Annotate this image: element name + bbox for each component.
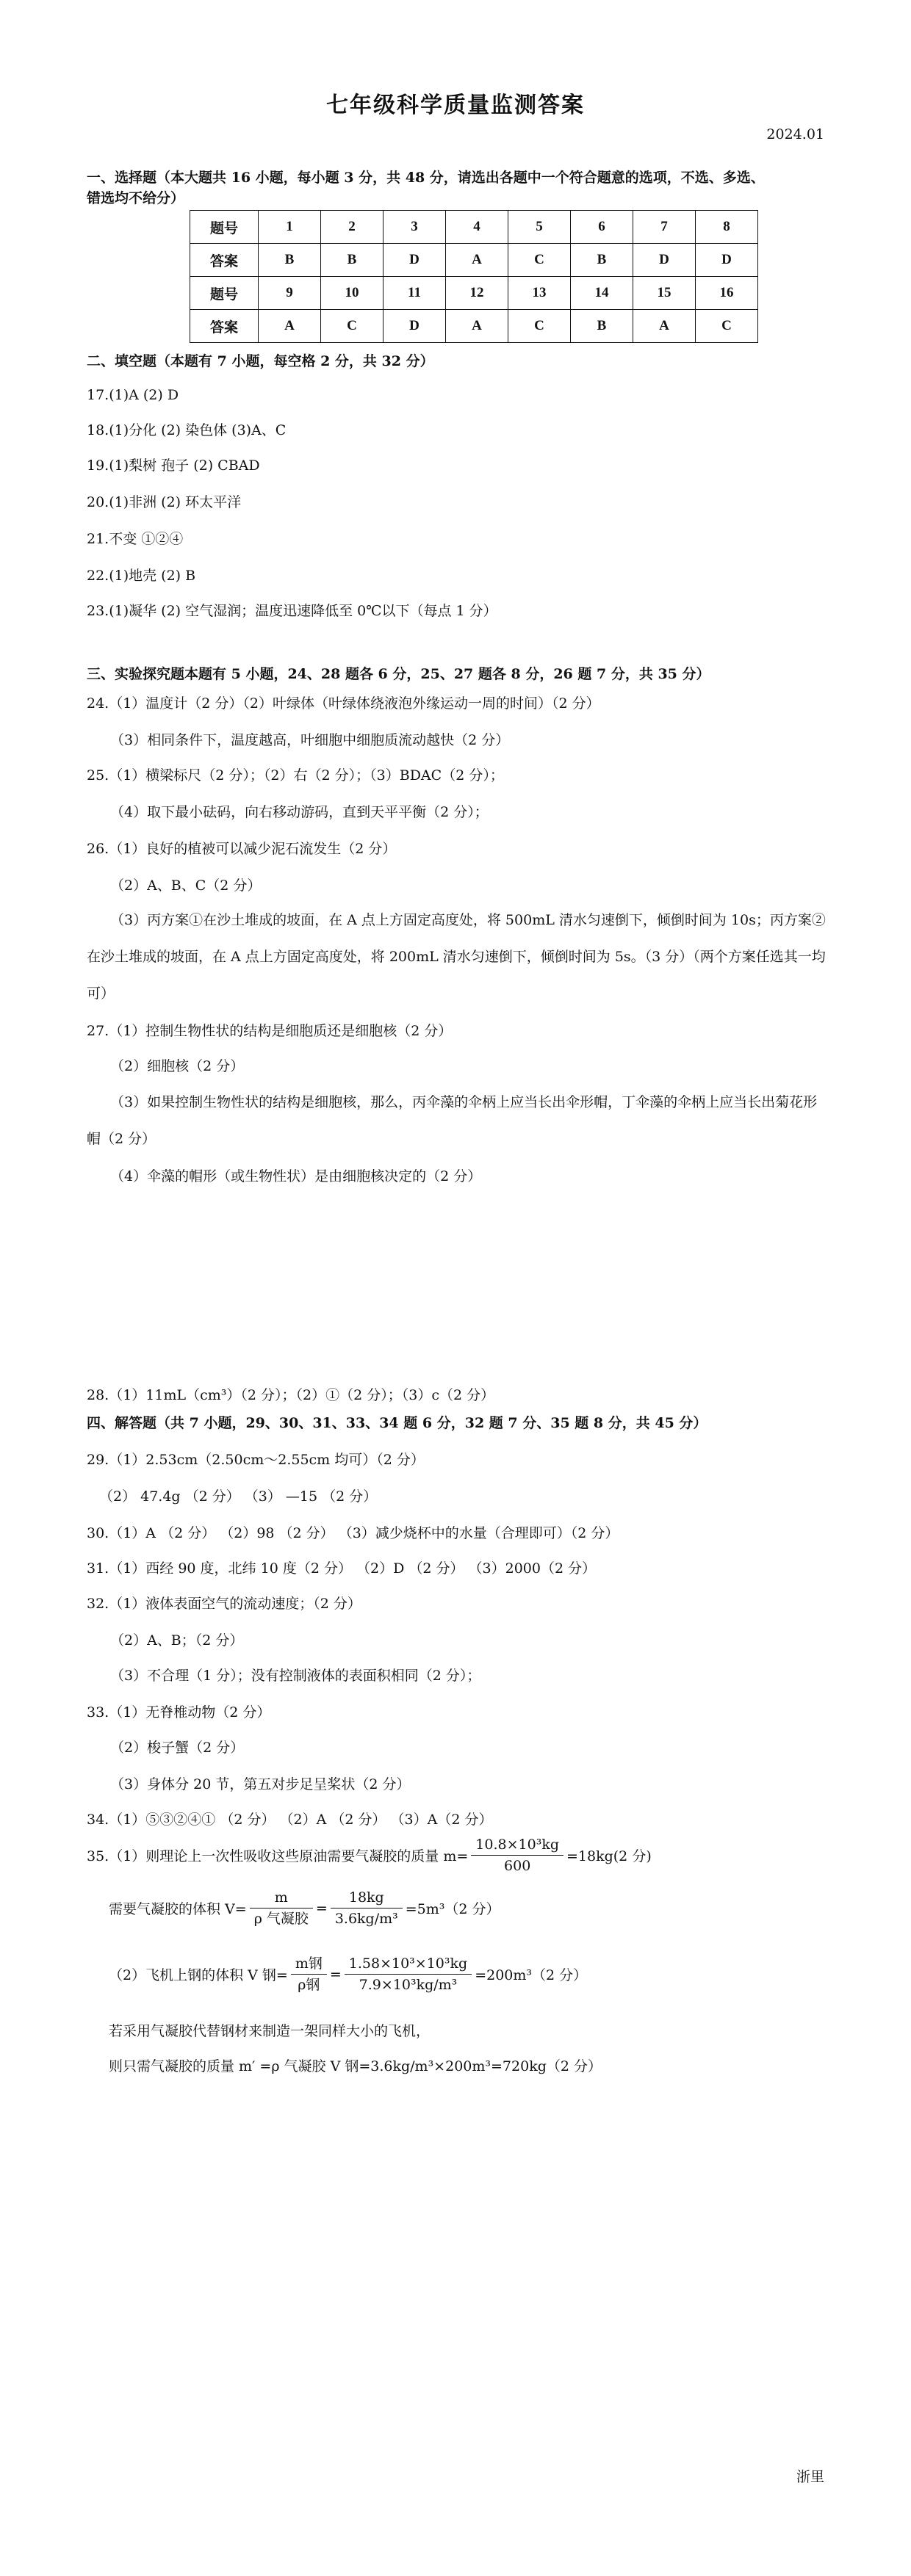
table-cell: B xyxy=(259,244,321,277)
page-title: 七年级科学质量监测答案 xyxy=(326,93,585,118)
q35-equals: = xyxy=(315,1900,328,1917)
section2-heading: 二、填空题（本题有 7 小题，每空格 2 分，共 32 分） xyxy=(87,353,434,369)
table-cell: 答案 xyxy=(190,310,259,343)
table-cell: B xyxy=(571,310,633,343)
table-cell: 答案 xyxy=(190,244,259,277)
answer-q26-3: （3）丙方案①在沙土堆成的坡面，在 A 点上方固定高度处，将 500mL 清水匀速倒下，倾倒时间为 10s；丙方案②在沙土堆成的坡面，在 A 点上方固定高度处，将 200mL 清水匀速倒下，倾倒时间为 5s。（3 分）（两个方案任选其一均可） xyxy=(87,912,826,1002)
table-cell: C xyxy=(696,310,758,343)
table-cell: 2 xyxy=(321,211,384,244)
answer-q33-3: （3）身体分 20 节，第五对步足呈桨状（2 分） xyxy=(110,1776,411,1792)
answer-q35-line1 xyxy=(87,1834,652,1876)
table-cell: 4 xyxy=(446,211,508,244)
fraction-denominator: 3.6kg/m³ xyxy=(334,1911,398,1927)
answer-q26-1: 26.（1）良好的植被可以减少泥石流发生（2 分） xyxy=(87,841,397,857)
answer-q31: 31.（1）西经 90 度，北纬 10 度（2 分） （2）D （2 分） （3）2000（2 分） xyxy=(87,1560,597,1577)
table-cell: 14 xyxy=(571,277,633,310)
table-cell: 题号 xyxy=(190,277,259,310)
q35-fraction xyxy=(331,1887,403,1929)
table-cell: 6 xyxy=(571,211,633,244)
answer-q19: 19.(1)梨树 孢子 (2) CBAD xyxy=(87,457,260,474)
answer-q17: 17.(1)A (2) D xyxy=(87,387,179,403)
table-row xyxy=(190,310,758,343)
table-cell: D xyxy=(696,244,758,277)
answer-q24-2: （3）相同条件下，温度越高，叶细胞中细胞质流动越快（2 分） xyxy=(110,732,510,748)
table-cell: D xyxy=(633,244,696,277)
fraction-denominator: 7.9×10³kg/m³ xyxy=(359,1977,458,1993)
table-cell: B xyxy=(321,244,384,277)
table-cell: A xyxy=(633,310,696,343)
q35-equals: = xyxy=(329,1966,342,1983)
table-cell: 12 xyxy=(446,277,508,310)
q35-fraction xyxy=(471,1834,563,1876)
fraction-numerator: 10.8×10³kg xyxy=(471,1834,563,1856)
answer-q27-3: （3）如果控制生物性状的结构是细胞核，那么，丙伞藻的伞柄上应当长出伞形帽，丁伞藻的伞柄上应当长出菊花形帽（2 分） xyxy=(87,1094,818,1147)
answer-q27-4: （4）伞藻的帽形（或生物性状）是由细胞核决定的（2 分） xyxy=(110,1168,482,1184)
q35-text: =18kg(2 分) xyxy=(566,1848,652,1864)
answer-q33-1: 33.（1）无脊椎动物（2 分） xyxy=(87,1704,271,1721)
table-cell: A xyxy=(446,310,508,343)
table-cell: D xyxy=(384,244,446,277)
answer-q27-2: （2）细胞核（2 分） xyxy=(110,1058,245,1074)
fraction-denominator: 600 xyxy=(504,1858,531,1874)
table-cell: 题号 xyxy=(190,211,259,244)
answer-q23: 23.(1)凝华 (2) 空气湿润；温度迅速降低至 0℃以下（每点 1 分） xyxy=(87,603,497,619)
answer-q33-2: （2）梭子蟹（2 分） xyxy=(110,1740,245,1756)
table-cell: 13 xyxy=(508,277,571,310)
table-cell: A xyxy=(446,244,508,277)
fraction-numerator: m xyxy=(250,1887,313,1909)
answer-q34: 34.（1）⑤③②④① （2 分） （2）A （2 分） （3）A（2 分） xyxy=(87,1812,493,1828)
fraction-denominator: ρ 气凝胶 xyxy=(253,1911,309,1927)
footer-mark: 浙里 xyxy=(796,2469,824,2485)
section4-heading: 四、解答题（共 7 小题，29、30、31、33、34 题 6 分，32 题 7 分、35 题 8 分，共 45 分） xyxy=(87,1415,707,1431)
q35-text: =200m³（2 分） xyxy=(475,1967,588,1983)
section1-heading-line2: 错选均不给分） xyxy=(87,190,185,206)
fraction-denominator: ρ钢 xyxy=(298,1977,320,1993)
table-cell: A xyxy=(259,310,321,343)
fraction-numerator: 1.58×10³×10³kg xyxy=(345,1953,472,1975)
answer-q24-1: 24.（1）温度计（2 分）（2）叶绿体（叶绿体绕液泡外缘运动一周的时间）（2 分） xyxy=(87,695,600,712)
table-cell: 1 xyxy=(259,211,321,244)
table-cell: B xyxy=(571,244,633,277)
answer-q27-1: 27.（1）控制生物性状的结构是细胞质还是细胞核（2 分） xyxy=(87,1023,453,1039)
answer-q35-line5: 则只需气凝胶的质量 m′ =ρ 气凝胶 V 钢=3.6kg/m³×200m³=720kg（2 分） xyxy=(109,2058,602,2074)
q35-fraction xyxy=(345,1953,472,1995)
table-row xyxy=(190,244,758,277)
table-cell: 3 xyxy=(384,211,446,244)
q35-text: 需要气凝胶的体积 V= xyxy=(109,1901,247,1917)
table-cell: 15 xyxy=(633,277,696,310)
answer-q32-2: （2）A、B；（2 分） xyxy=(110,1632,244,1649)
answer-q35-line3 xyxy=(109,1953,587,1995)
answer-q29-1: 29.（1）2.53cm（2.50cm～2.55cm 均可）（2 分） xyxy=(87,1452,425,1468)
answer-table xyxy=(190,210,758,343)
fraction-numerator: 18kg xyxy=(331,1887,403,1909)
table-cell: C xyxy=(321,310,384,343)
answer-q28: 28.（1）11mL（cm³）（2 分）；（2）①（2 分）；（3）c（2 分） xyxy=(87,1387,495,1403)
q35-fraction xyxy=(250,1887,313,1929)
q35-fraction xyxy=(291,1953,327,1995)
table-row xyxy=(190,277,758,310)
table-cell: C xyxy=(508,244,571,277)
table-cell: 7 xyxy=(633,211,696,244)
table-cell: C xyxy=(508,310,571,343)
answer-q21: 21.不变 ①②④ xyxy=(87,531,184,547)
answer-q29-2: （2） 47.4g （2 分） （3） —15 （2 分） xyxy=(99,1488,378,1505)
answer-q30: 30.（1）A （2 分） （2）98 （2 分） （3）减少烧杯中的水量（合理即可）（2 分） xyxy=(87,1525,619,1541)
table-cell: D xyxy=(384,310,446,343)
date-label: 2024.01 xyxy=(766,126,824,142)
answer-q25-1: 25.（1）横梁标尺（2 分）；（2）右（2 分）；（3）BDAC（2 分）； xyxy=(87,767,504,784)
answer-q32-1: 32.（1）液体表面空气的流动速度；（2 分） xyxy=(87,1596,361,1612)
answer-q26-2: （2）A、B、C（2 分） xyxy=(110,878,262,894)
answer-q25-2: （4）取下最小砝码，向右移动游码，直到天平平衡（2 分）； xyxy=(110,804,489,820)
answer-q32-3: （3）不合理（1 分）；没有控制液体的表面积相同（2 分）； xyxy=(110,1668,481,1684)
answer-q35-line4: 若采用气凝胶代替钢材来制造一架同样大小的飞机， xyxy=(109,2023,431,2039)
table-cell: 16 xyxy=(696,277,758,310)
table-row xyxy=(190,211,758,244)
q35-text: （2）飞机上钢的体积 V 钢= xyxy=(109,1967,288,1983)
answer-q18: 18.(1)分化 (2) 染色体 (3)A、C xyxy=(87,422,287,438)
q35-text: =5m³（2 分） xyxy=(405,1901,500,1917)
answer-q35-line2 xyxy=(109,1887,500,1929)
table-cell: 5 xyxy=(508,211,571,244)
answer-q20: 20.(1)非洲 (2) 环太平洋 xyxy=(87,494,242,510)
section3-heading: 三、实验探究题本题有 5 小题，24、28 题各 6 分，25、27 题各 8 分，26 题 7 分，共 35 分） xyxy=(87,666,710,682)
fraction-numerator: m钢 xyxy=(291,1953,327,1975)
table-cell: 10 xyxy=(321,277,384,310)
q35-text: 35.（1）则理论上一次性吸收这些原油需要气凝胶的质量 m= xyxy=(87,1848,469,1864)
table-cell: 11 xyxy=(384,277,446,310)
section1-heading-line1: 一、选择题（本大题共 16 小题，每小题 3 分，共 48 分，请选出各题中一个符合题意的选项，不选、多选、 xyxy=(87,170,765,186)
table-cell: 8 xyxy=(696,211,758,244)
table-cell: 9 xyxy=(259,277,321,310)
answer-q22: 22.(1)地壳 (2) B xyxy=(87,568,196,584)
